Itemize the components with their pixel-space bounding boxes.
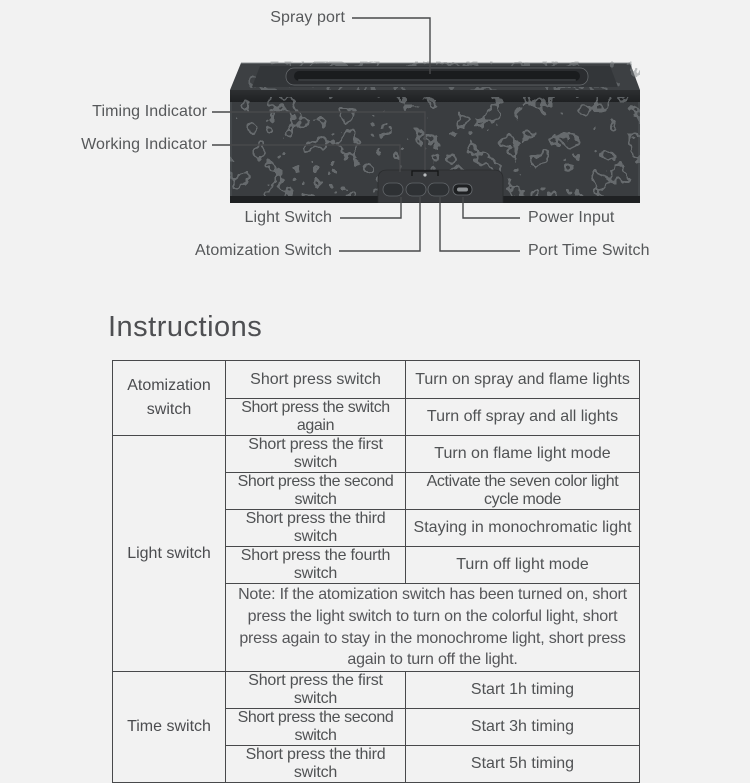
action-cell: Short press the second switch <box>226 473 406 510</box>
light-switch-button <box>383 183 403 196</box>
timing-indicator-label: Timing Indicator <box>92 103 207 120</box>
action-cell: Short press the third switch <box>226 746 406 783</box>
action-cell: Short press the switch again <box>226 399 406 436</box>
group-label-light: Light switch <box>113 436 226 672</box>
result-cell: Start 3h timing <box>406 709 640 746</box>
action-cell: Short press the second switch <box>226 709 406 746</box>
port-time-switch-line <box>440 197 520 251</box>
action-cell: Short press the first switch <box>226 672 406 709</box>
table-row <box>113 361 640 399</box>
device-top-band <box>230 90 640 102</box>
action-cell: Short press the third switch <box>226 510 406 547</box>
result-cell: Turn on flame light mode <box>406 436 640 473</box>
control-panel <box>378 170 503 203</box>
result-cell: Staying in monochromatic light <box>406 510 640 547</box>
spray-port-label: Spray port <box>270 9 345 26</box>
atomization-switch-label: Atomization Switch <box>195 242 332 259</box>
table-row <box>113 672 640 709</box>
group-label-time: Time switch <box>113 672 226 783</box>
spray-port-slot <box>286 68 588 85</box>
result-cell: Turn on spray and flame lights <box>406 361 640 399</box>
group-label-atomization: Atomization switch <box>113 361 226 436</box>
result-cell: Turn off light mode <box>406 547 640 584</box>
usb-power-port <box>453 184 472 195</box>
atomization-switch-line <box>339 197 420 251</box>
time-switch-button <box>428 183 449 196</box>
product-figure <box>0 0 750 310</box>
indicator-led <box>423 173 426 176</box>
action-cell: Short press the fourth switch <box>226 547 406 584</box>
result-cell: Activate the seven color light cycle mode <box>406 473 640 510</box>
power-input-label: Power Input <box>528 209 615 226</box>
result-cell: Turn off spray and all lights <box>406 399 640 436</box>
device-top-face <box>230 63 640 90</box>
result-cell: Start 1h timing <box>406 672 640 709</box>
device-illustration <box>230 60 640 203</box>
instructions-heading: Instructions <box>108 311 263 343</box>
light-switch-note: Note: If the atomization switch has been turned on, short press the light switch to turn on the colorful light, short press again to stay in the monochrome light, short press again to turn off the light. <box>226 584 640 672</box>
result-cell: Start 5h timing <box>406 746 640 783</box>
action-cell: Short press the first switch <box>226 436 406 473</box>
port-time-switch-label: Port Time Switch <box>528 242 650 259</box>
working-indicator-label: Working Indicator <box>81 136 207 153</box>
action-cell: Short press switch <box>226 361 406 399</box>
table-row <box>113 436 640 473</box>
light-switch-label: Light Switch <box>244 209 332 226</box>
instructions-table <box>112 360 640 783</box>
atomization-switch-button <box>406 183 426 196</box>
